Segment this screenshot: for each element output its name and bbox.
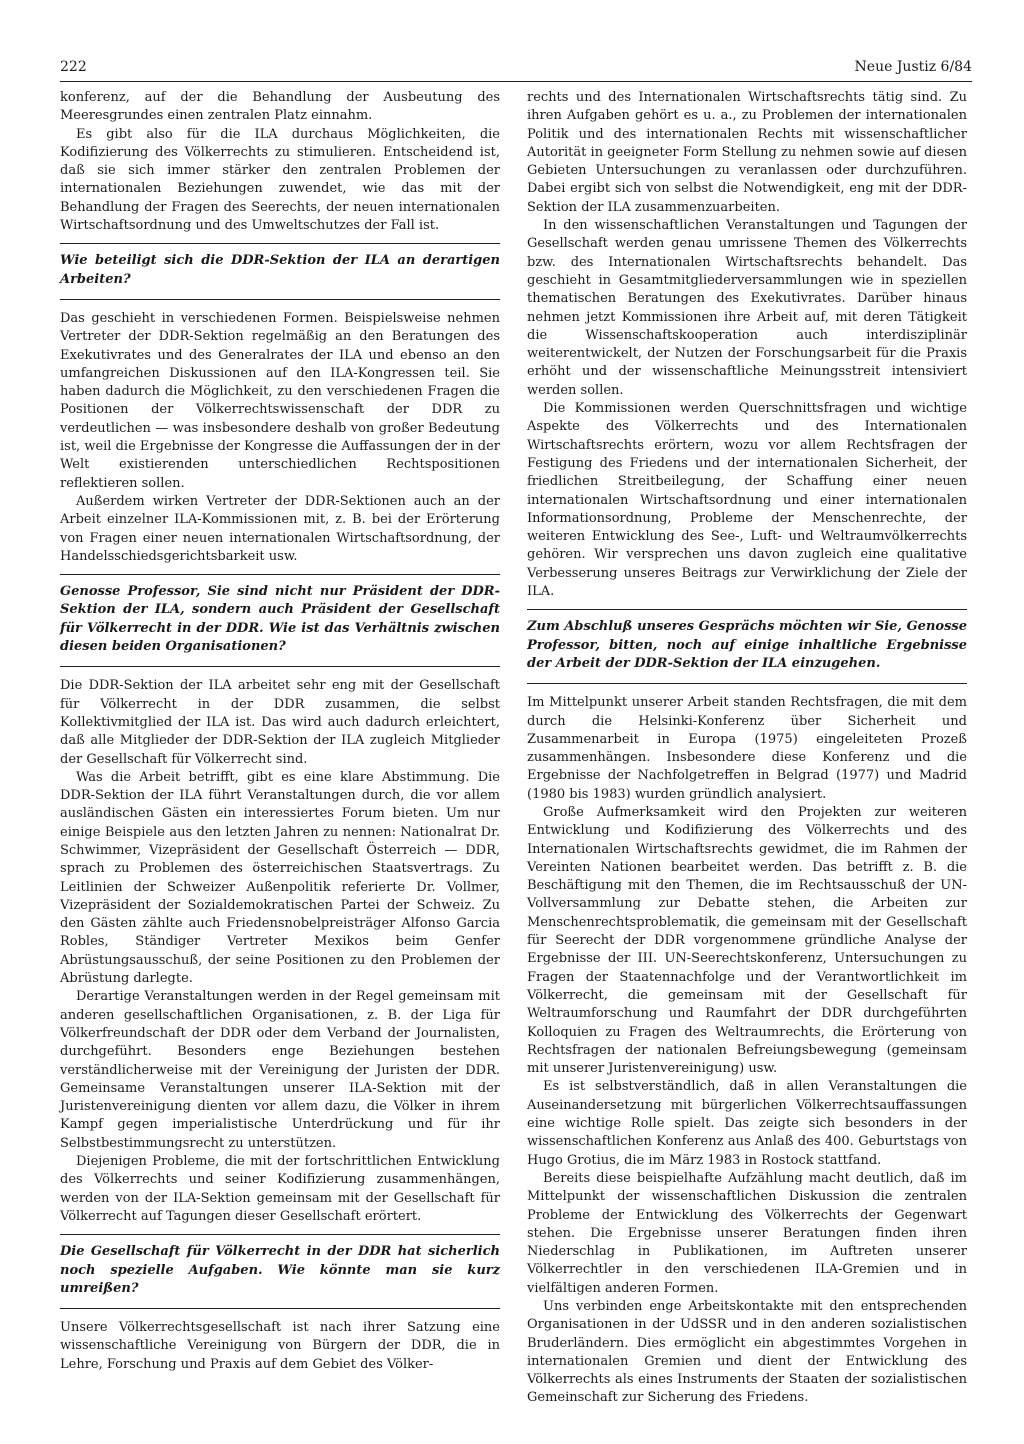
right-column — [527, 89, 967, 1408]
journal-issue: Neue Justiz 6/84 — [854, 59, 972, 75]
paragraph: Uns verbinden enge Arbeitskontakte mit den entsprechenden Organisationen in der UdSSR und in den anderen sozialistischen Bruderländern. Dies ermöglicht ein abgestimmtes Vorgehen in internationalen Gremien und dient der Entwicklung des Völkerrechts als eines Instruments der Staaten der sozialistischen Gemeinschaft zur Sicherung des Friedens. — [527, 1299, 967, 1406]
paragraph: Außerdem wirken Vertreter der DDR-Sektionen auch an der Arbeit einzelner ILA-Kommissionen mit, z. B. bei der Erörterung von Fragen einer neuen internationalen Wirtschaftsordnung, der Handelsschiedsgerichtsbarkeit usw. — [60, 493, 500, 564]
interview-question: Zum Abschluß unseres Gesprächs möchten wir Sie, Genosse Professor, bitten, noch auf einige inhaltliche Ergebnisse der Arbeit der DDR-Sektion der ILA einzugehen. — [527, 609, 967, 684]
interview-question: Genosse Professor, Sie sind nicht nur Präsident der DDR-Sektion der ILA, sondern auch Präsident der Gesellschaft für Völkerrecht in der DDR. Wie ist das Verhältnis zwischen diesen beiden Organisationen? — [60, 574, 500, 667]
page-header — [60, 57, 972, 82]
left-column — [60, 89, 500, 1374]
paragraph: konferenz, auf der die Behandlung der Ausbeutung des Meeresgrundes einen zentralen Platz einnahm. — [60, 90, 500, 124]
paragraph: Große Aufmerksamkeit wird den Projekten zur weiteren Entwicklung und Kodifizierung des Völkerrechts und des Internationalen Wirtschaftsrechts gewidmet, die im Rahmen der Vereinten Nationen bearbeitet werden. Das betrifft z. B. die Beschäftigung mit den Themen, die im Rechtsausschuß der UN-Vollversammlung zur Debatte stehen, die Arbeiten zur Menschenrechtsproblematik, die gemeinsam mit der Gesellschaft für Seerecht der DDR vorgenommene gründliche Analyse der Ergebnisse der III. UN-Seerechtskonferenz, Untersuchungen zu Fragen der Staatennachfolge und der Verantwortlichkeit im Völkerrecht, die gemeinsam mit der Gesellschaft für Weltraumforschung und Raumfahrt der DDR durchgeführten Kolloquien zu Fragen des Weltraumrechts, die Erörterung von Rechtsfragen der nationalen Befreiungsbewegung (gemeinsam mit unserer Juristenvereinigung) usw. — [527, 804, 967, 1077]
interview-question: Wie beteiligt sich die DDR-Sektion der ILA an derartigen Arbeiten? — [60, 243, 500, 300]
paragraph: Die Kommissionen werden Querschnittsfragen und wichtige Aspekte des Völkerrechts und des Internationalen Wirtschaftsrechts erörtern, wozu vor allem Rechtsfragen der Festigung des Friedens und der internationalen Sicherheit, der friedlichen Streitbeilegung, der Schaffung einer neuen internationalen Wirtschaftsordnung und einer internationalen Informationsordnung, Probleme der Menschenrechte, der weiteren Entwicklung des See-, Luft- und Weltraumvölkerrechts gehören. Wir versprechen uns davon zugleich eine qualitative Verbesserung unseres Beitrags zur Verwirklichung der Ziele der ILA. — [527, 401, 967, 600]
paragraph: rechts und des Internationalen Wirtschaftsrechts tätig sind. Zu ihren Aufgaben gehört es u. a., zu Problemen der internationalen Politik und des internationalen Rechts mit wissenschaftlicher Autorität in geeigneter Form Stellung zu nehmen sowie auf diesen Gebieten Untersuchungen zu veranlassen oder durchzuführen. Dabei ergibt sich von selbst die Notwendigkeit, eng mit der DDR-Sektion der ILA zusammenzuarbeiten. — [527, 90, 967, 215]
paragraph: Diejenigen Probleme, die mit der fortschrittlichen Entwicklung des Völkerrechts und seiner Kodifizierung zusammenhängen, werden von der ILA-Sektion gemeinsam mit der Gesellschaft für Völkerrecht auf Tagungen dieser Gesellschaft erörtert. — [60, 1154, 500, 1224]
paragraph: Unsere Völkerrechtsgesellschaft ist nach ihrer Satzung eine wissenschaftliche Vereinigung von Bürgern der DDR, die in Lehre, Forschung und Praxis auf dem Gebiet des Völker- — [60, 1320, 500, 1372]
interview-question: Die Gesellschaft für Völkerrecht in der DDR hat sicherlich noch spezielle Aufgaben. Wie könnte man sie kurz umreißen? — [60, 1234, 500, 1309]
paragraph: Was die Arbeit betrifft, gibt es eine klare Abstimmung. Die DDR-Sektion der ILA führt Veranstaltungen durch, die vor allem ausländischen Gästen ein interessiertes Forum bieten. Um nur einige Beispiele aus den letzten Jahren zu nennen: Nationalrat Dr. Schwimmer, Vizepräsident der Gesellschaft Österreich — DDR, sprach zu Problemen des österreichischen Staatsvertrags. Zu Leitlinien der Schweizer Außenpolitik referierte Dr. Vollmer, Vizepräsident der Sozialdemokratischen Partei der Schweiz. Zu den Gästen zählte auch Friedensnobelpreisträger Alfonso Garcia Robles, Ständiger Vertreter Mexikos beim Genfer Abrüstungsausschuß, der seine Positionen zu den Problemen der Abrüstung darlegte. — [60, 769, 500, 987]
paragraph: Die DDR-Sektion der ILA arbeitet sehr eng mit der Gesellschaft für Völkerrecht in der DDR zusammen, die selbst Kollektivmitglied der ILA ist. Das wird auch dadurch erleichtert, daß alle Mitglieder der DDR-Sektion der ILA zugleich Mitglieder der Gesellschaft für Völkerrecht sind. — [60, 678, 500, 767]
page-number: 222 — [60, 59, 87, 75]
paragraph: In den wissenschaftlichen Veranstaltungen und Tagungen der Gesellschaft werden genau umrissene Themen des Völkerrechts bzw. des Internationalen Wirtschaftsrechts behandelt. Das geschieht in Gesamtmitgliederversammlungen wie in speziellen thematischen Beratungen des Exekutivrates. Darüber hinaus nehmen jetzt Kommissionen ihre Arbeit auf, mit deren Tätigkeit die Wissenschaftskooperation auch interdisziplinär weiterentwickelt, der Nutzen der Forschungsarbeit für die Praxis erhöht und der wissenschaftliche Meinungsstreit intensiviert werden sollen. — [527, 218, 967, 398]
paragraph: Es ist selbstverständlich, daß in allen Veranstaltungen die Auseinandersetzung mit bürgerlichen Völkerrechtsauffassungen eine wichtige Rolle spielt. Das zeigte sich besonders in der wissenschaftlichen Konferenz aus Anlaß des 400. Geburtstags von Hugo Grotius, die im März 1983 in Rostock stattfand. — [527, 1079, 967, 1168]
paragraph: Es gibt also für die ILA durchaus Möglichkeiten, die Kodifizierung des Völkerrechts zu stimulieren. Entscheidend ist, daß sie sich immer stärker den zentralen Problemen der internationalen Beziehungen zuwendet, wie das mit der Behandlung der Fragen des Seerechts, der neuen internationalen Wirtschaftsordnung und des Umweltschutzes der Fall ist. — [60, 126, 500, 234]
paragraph: Das geschieht in verschiedenen Formen. Beispielsweise nehmen Vertreter der DDR-Sektion regelmäßig an den Beratungen des Exekutivrates und des Generalrates der ILA und ebenso an den umfangreichen Diskussionen auf den ILA-Kongressen teil. Sie haben dadurch die Möglichkeit, zu den verschiedenen Fragen die Positionen der Völkerrechtswissenschaft der DDR zu verdeutlichen — was insbesondere deshalb von großer Bedeutung ist, weil die Ergebnisse der Kongresse die Auffassungen der in der Welt existierenden unterschiedlichen Rechtspositionen reflektieren sollen. — [60, 310, 500, 491]
paragraph: Bereits diese beispielhafte Aufzählung macht deutlich, daß im Mittelpunkt der wissenschaftlichen Diskussion die zentralen Probleme der Entwicklung des Völkerrechts der Gegenwart stehen. Die Ergebnisse unserer Beratungen finden ihren Niederschlag in Publikationen, im Auftreten unserer Völkerrechtler in den verschiedenen ILA-Gremien und in vielfältigen anderen Formen. — [527, 1170, 967, 1296]
paragraph: Derartige Veranstaltungen werden in der Regel gemeinsam mit anderen gesellschaftlichen Organisationen, z. B. der Liga für Völkerfreundschaft der DDR oder dem Verband der Journalisten, durchgeführt. Besonders enge Beziehungen bestehen verständlicherweise mit der Vereinigung der Juristen der DDR. Gemeinsame Veranstaltungen unserer ILA-Sektion mit der Juristenvereinigung dienten vor allem dazu, die Völker in ihrem Kampf gegen imperialistische Unterdrückung und für ihr Selbstbestimmungsrecht zu unterstützen. — [60, 989, 500, 1151]
paragraph: Im Mittelpunkt unserer Arbeit standen Rechtsfragen, die mit dem durch die Helsinki-Konferenz über Sicherheit und Zusammenarbeit in Europa (1975) eingeleiteten Prozeß zusammenhängen. Insbesondere diese Konferenz und die Ergebnisse der Nachfolgetreffen in Belgrad (1977) und Madrid (1980 bis 1983) wurden gründlich analysiert. — [527, 695, 967, 802]
